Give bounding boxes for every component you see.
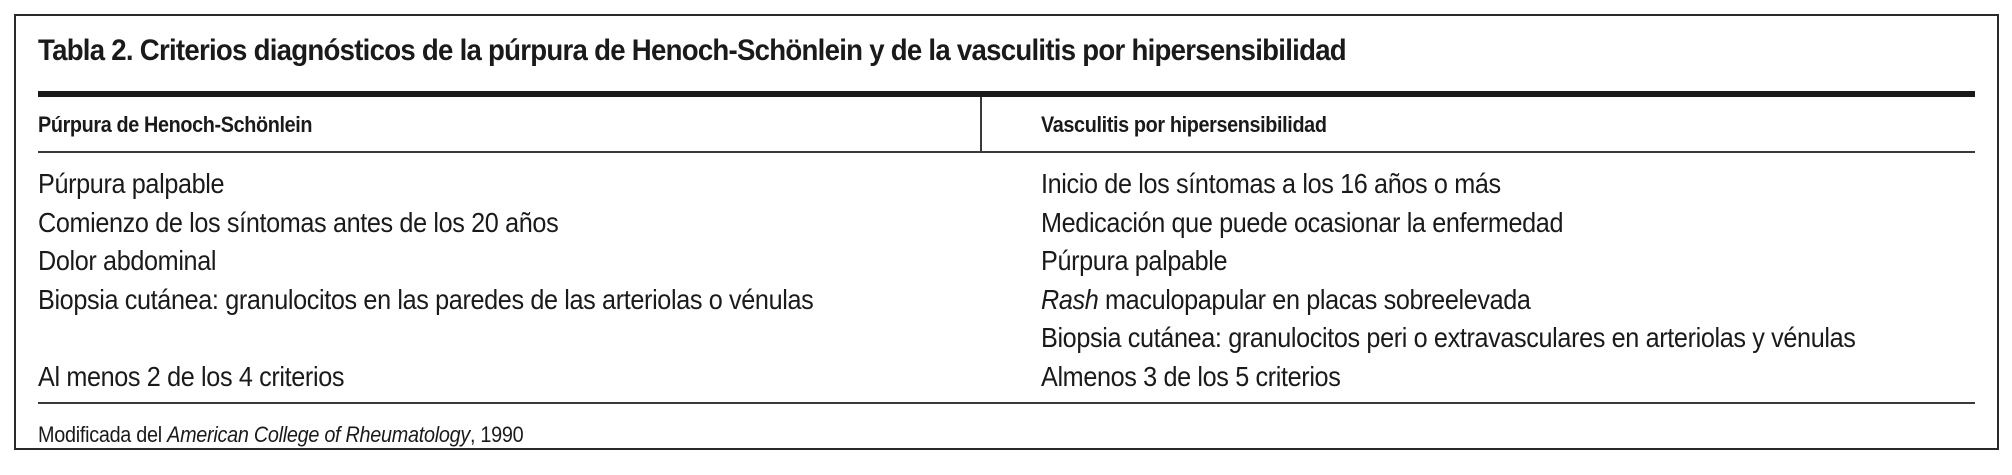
column-header-row bbox=[38, 97, 1975, 151]
column-divider bbox=[980, 97, 982, 151]
hsp-summary: Al menos 2 de los 4 criterios bbox=[38, 360, 345, 392]
rash-description: maculopapular en placas sobreelevada bbox=[1105, 283, 1531, 315]
column-header-hypersensitivity: Vasculitis por hipersensibilidad bbox=[1041, 112, 1327, 137]
hv-criterion: Inicio de los síntomas a los 16 años o más bbox=[1041, 168, 1501, 199]
hv-criterion: Biopsia cutánea: granulocitos peri o extravasculares en arteriolas y vénulas bbox=[1041, 322, 1856, 353]
rash-term: Rash bbox=[1041, 283, 1099, 315]
header-rule bbox=[38, 151, 1975, 153]
footnote-suffix: , 1990 bbox=[469, 422, 524, 447]
hsp-criterion-empty bbox=[38, 319, 813, 358]
table-frame bbox=[14, 14, 1999, 450]
hv-criterion-rash bbox=[1041, 281, 1856, 320]
hsp-criterion: Púrpura palpable bbox=[38, 168, 225, 199]
table-title: Tabla 2. Criterios diagnósticos de la púrpura de Henoch-Schönlein y de la vasculitis por hipersensibilidad bbox=[38, 34, 1346, 67]
footer-rule bbox=[38, 402, 1975, 404]
column-header-hsp: Púrpura de Henoch-Schönlein bbox=[38, 112, 313, 137]
hsp-criterion: Biopsia cutánea: granulocitos en las paredes de las arteriolas o vénulas bbox=[38, 283, 814, 315]
hsp-criterion: Comienzo de los síntomas antes de los 20 años bbox=[38, 206, 559, 238]
hv-criterion: Medicación que puede ocasionar la enfermedad bbox=[1041, 206, 1564, 238]
table-footnote bbox=[38, 422, 523, 448]
hsp-criterion: Dolor abdominal bbox=[38, 245, 217, 276]
hypersensitivity-criteria-list bbox=[1041, 165, 1856, 396]
footnote-prefix: Modificada del bbox=[38, 422, 168, 447]
hsp-criteria-list bbox=[38, 165, 813, 396]
hv-criterion: Púrpura palpable bbox=[1041, 245, 1228, 276]
hv-summary: Almenos 3 de los 5 criterios bbox=[1041, 360, 1341, 392]
footnote-source: American College of Rheumatology bbox=[167, 422, 470, 447]
